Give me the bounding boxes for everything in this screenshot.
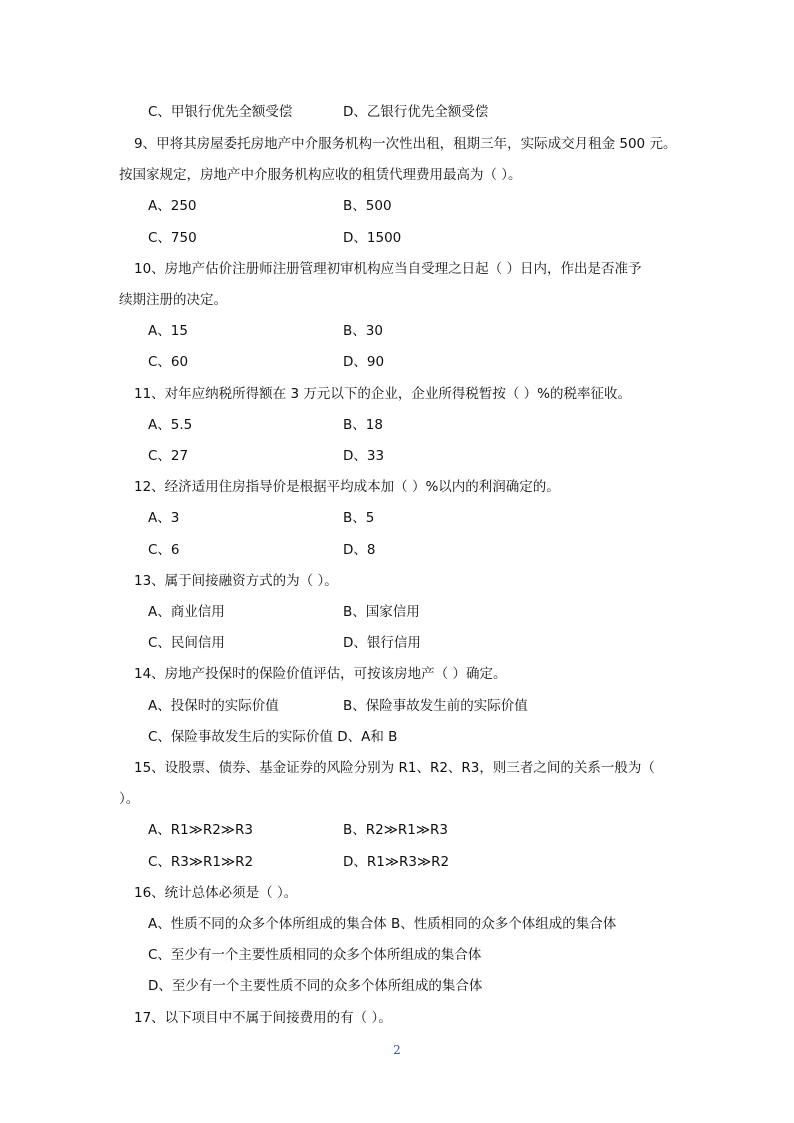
question-15: 15、设股票、债券、基金证券的风险分别为 R1、R2、R3，则三者之间的关系一般为（	[134, 760, 655, 776]
option-b: B、保险事故发生前的实际价值	[343, 698, 528, 714]
question-15-continuation: ）。	[119, 791, 140, 807]
option-c: C、6	[148, 542, 180, 558]
option-d: D、R1≫R3≫R2	[343, 854, 450, 870]
question-12: 12、经济适用住房指导价是根据平均成本加（ ）%以内的利润确定的。	[134, 479, 560, 495]
option-a: A、R1≫R2≫R3	[148, 822, 253, 838]
question-9-continuation: 按国家规定，房地产中介服务机构应收的租赁代理费用最高为（ ）。	[119, 167, 522, 183]
option-c: C、R3≫R1≫R2	[148, 854, 254, 870]
question-17: 17、以下项目中不属于间接费用的有（ ）。	[134, 1010, 392, 1026]
option-b: B、500	[343, 198, 392, 214]
option-c: C、甲银行优先全额受偿	[148, 104, 293, 120]
option-a-b: A、性质不同的众多个体所组成的集合体 B、性质相同的众多个体组成的集合体	[148, 916, 617, 932]
option-c: C、60	[148, 354, 189, 370]
option-a: A、3	[148, 510, 180, 526]
option-c: C、750	[148, 230, 197, 246]
option-b: B、30	[343, 323, 383, 339]
option-c: C、民间信用	[148, 635, 225, 651]
option-b: B、5	[343, 510, 375, 526]
question-11: 11、对年应纳税所得额在 3 万元以下的企业，企业所得税暂按（ ）%的税率征收。	[134, 386, 631, 402]
question-13: 13、属于间接融资方式的为（ ）。	[134, 573, 338, 589]
option-a: A、投保时的实际价值	[148, 698, 279, 714]
option-d: D、银行信用	[343, 635, 421, 651]
option-d: D、乙银行优先全额受偿	[343, 104, 489, 120]
option-a: A、商业信用	[148, 604, 225, 620]
option-b: B、18	[343, 417, 383, 433]
question-10: 10、房地产估价注册师注册管理初审机构应当自受理之日起（ ）日内，作出是否准予	[134, 261, 642, 277]
option-d: D、1500	[343, 230, 402, 246]
option-c: C、27	[148, 448, 189, 464]
option-a: A、250	[148, 198, 197, 214]
option-c-d: C、保险事故发生后的实际价值 D、A和 B	[148, 729, 398, 745]
question-10-continuation: 续期注册的决定。	[119, 292, 227, 308]
page-number: 2	[393, 1043, 401, 1057]
option-d: D、33	[343, 448, 385, 464]
option-a: A、5.5	[148, 417, 193, 433]
question-16: 16、统计总体必须是（ ）。	[134, 885, 298, 901]
option-b: B、国家信用	[343, 604, 420, 620]
option-d: D、至少有一个主要性质不同的众多个体所组成的集合体	[148, 978, 483, 994]
option-d: D、8	[343, 542, 376, 558]
option-a: A、15	[148, 323, 188, 339]
option-d: D、90	[343, 354, 385, 370]
option-c: C、至少有一个主要性质相同的众多个体所组成的集合体	[148, 947, 482, 963]
question-14: 14、房地产投保时的保险价值评估，可按该房地产（ ）确定。	[134, 666, 507, 682]
option-b: B、R2≫R1≫R3	[343, 822, 448, 838]
question-9: 9、甲将其房屋委托房地产中介服务机构一次性出租，租期三年，实际成交月租金 500 元。	[134, 136, 677, 152]
